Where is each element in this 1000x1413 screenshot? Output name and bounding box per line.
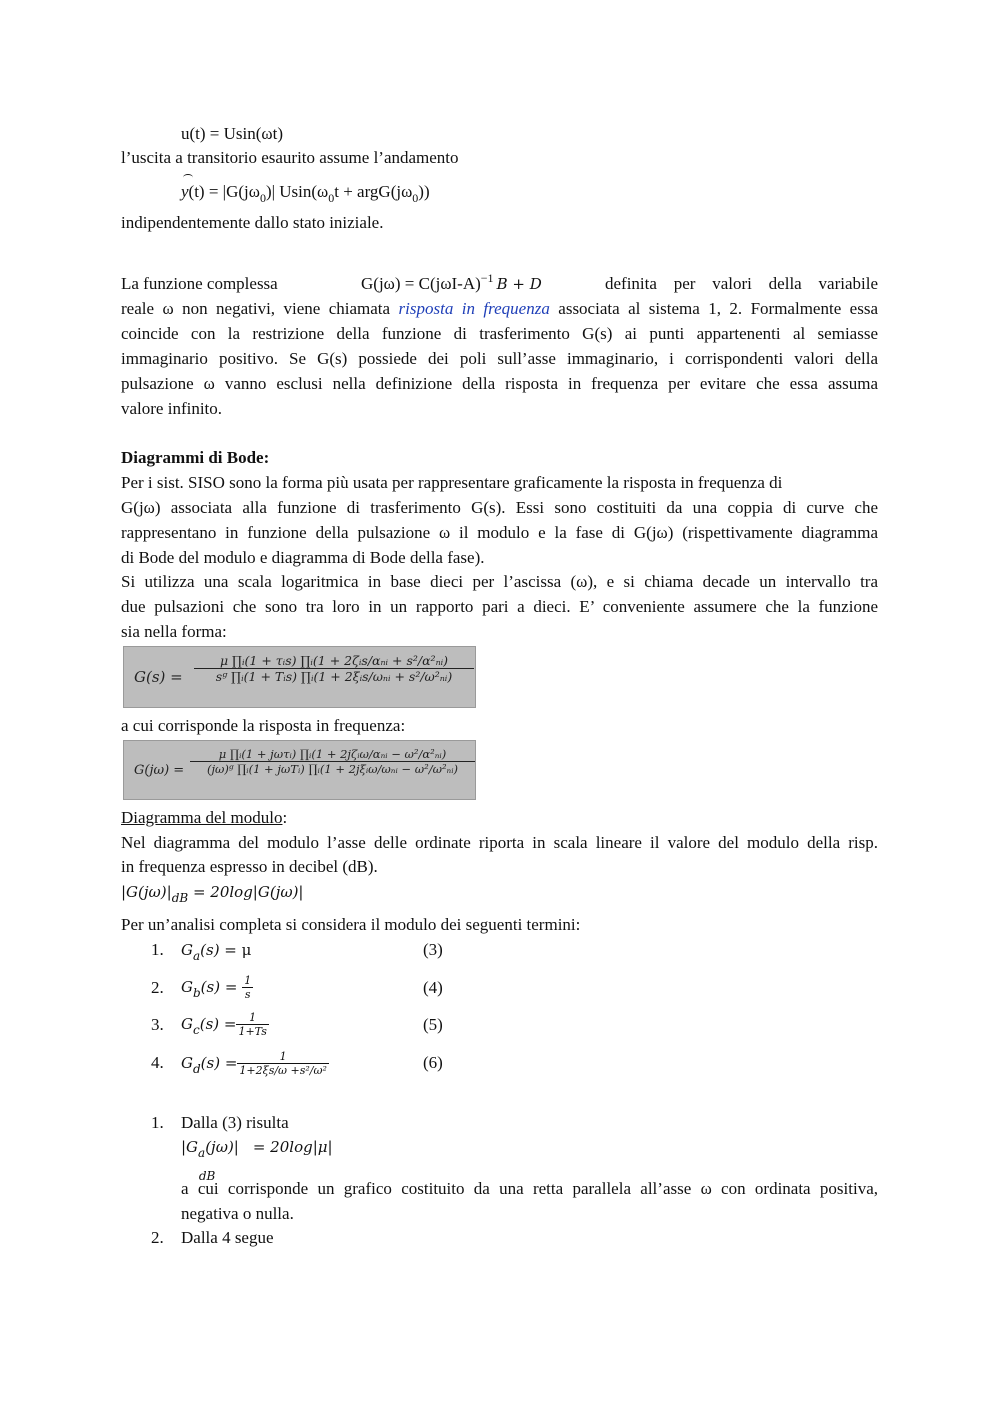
- eq-part: = 20log|μ|: [252, 1138, 333, 1156]
- frac-num: 1: [244, 974, 252, 987]
- risposta-in-frequenza-term: risposta in frequenza: [398, 299, 550, 318]
- eq-sub: 0: [412, 191, 419, 205]
- eq-sub: a: [198, 1146, 206, 1160]
- output-equation: [181, 182, 430, 205]
- term-gd: [181, 1046, 329, 1080]
- frequency-response-intro: a cui corrisponde la risposta in frequenza:: [121, 716, 406, 735]
- tf-fraction: [194, 653, 474, 684]
- equation-number: (6): [423, 1053, 443, 1072]
- bode-p1-line-4: di Bode del modulo e diagramma di Bode della fase).: [121, 548, 485, 567]
- g-sub: b: [192, 986, 201, 1000]
- term-number: 2.: [151, 978, 164, 997]
- fraction: [242, 975, 253, 1001]
- g-val: μ: [241, 941, 252, 959]
- formula-exponent: −1: [480, 271, 494, 285]
- definition-line-4: immaginario positivo. Se G(s) possiede dei poli sull’asse immaginario, i corrispondenti valori della: [121, 349, 878, 368]
- eq-part: (t) = |G(jω: [188, 182, 260, 201]
- frac-den: s: [244, 988, 251, 1001]
- bode-p2-line-2: due pulsazioni che sono tra loro in un rapporto pari a dieci. E’ conveniente assumere che la funzione: [121, 597, 878, 616]
- tf-lhs: G(s) =: [134, 668, 183, 686]
- analysis-item-1-equation: [181, 1137, 333, 1183]
- eq-part: |G: [181, 1138, 199, 1156]
- eq-part: (jω)|: [205, 1138, 239, 1156]
- terms-intro: Per un’analisi completa si considera il modulo dei seguenti termini:: [121, 915, 581, 934]
- frac-den: 1+2ξs/ω +s²/ω²: [239, 1064, 327, 1077]
- bode-heading: Diagrammi di Bode:: [121, 448, 270, 467]
- text: associata al sistema 1, 2. Formalmente essa: [549, 299, 878, 318]
- equation-number: (4): [423, 978, 443, 997]
- frac-num: 1: [236, 1012, 268, 1025]
- modulo-heading-text: Diagramma del modulo: [121, 808, 283, 827]
- definition-line-2: [121, 299, 878, 319]
- fr-lhs: G(jω) =: [134, 762, 185, 778]
- eq-rhs: = 20log|G(jω)|: [188, 883, 304, 901]
- g: G: [181, 978, 193, 996]
- term-number: 1.: [151, 940, 164, 959]
- eq-part: t + argG(jω: [334, 182, 413, 201]
- term-number: 3.: [151, 1015, 164, 1034]
- bode-p2-line-3: sia nella forma:: [121, 622, 227, 641]
- g-arg: (s) =: [200, 1054, 238, 1072]
- db-equation: [121, 882, 304, 905]
- analysis-item-2-text: Dalla 4 segue: [181, 1228, 274, 1247]
- transfer-function-image: [123, 646, 476, 708]
- bode-p2-line-1: Si utilizza una scala logaritmica in base dieci per l’ascissa (ω), e si chiama decade un intervallo tra: [121, 572, 878, 591]
- colon: :: [282, 808, 288, 827]
- tf-denominator: sᵍ ∏ᵢ(1 + Tᵢs) ∏ᵢ(1 + 2ξᵢs/ωₙᵢ + s²/ω²ₙᵢ): [215, 669, 453, 684]
- frac-num: 1: [237, 1051, 328, 1064]
- term-gb: [181, 970, 253, 1004]
- g-arg: (s) =: [200, 941, 242, 959]
- equation-number: (3): [423, 940, 443, 959]
- g: G: [181, 941, 193, 959]
- analysis-item-1-desc-1: a cui corrisponde un grafico costituito da una retta parallela all’asse ω con ordinata positiva,: [181, 1179, 878, 1198]
- analysis-item-1-text: Dalla (3) risulta: [181, 1113, 289, 1132]
- eq-lhs: |G(jω)|: [121, 883, 172, 901]
- fr-numerator: μ ∏ᵢ(1 + jωτᵢ) ∏ᵢ(1 + 2jζᵢω/αₙᵢ − ω²/α²ₙᵢ): [218, 747, 447, 761]
- term-gc: [181, 1007, 269, 1041]
- fraction: [236, 1012, 268, 1038]
- modulo-line-1: Nel diagramma del modulo l’asse delle ordinate riporta in scala lineare il valore del modulo della risp.: [121, 833, 878, 852]
- term-number: 4.: [151, 1053, 164, 1072]
- bode-p1-line-1: Per i sist. SISO sono la forma più usata per rappresentare graficamente la risposta in frequenza di: [121, 473, 783, 492]
- term-ga: [181, 940, 252, 963]
- fr-denominator: (jω)ᵍ ∏ᵢ(1 + jωTᵢ) ∏ᵢ(1 + 2jξᵢω/ωₙᵢ − ω²/ω²ₙᵢ): [206, 762, 459, 776]
- eq-part: )| Usin(ω: [265, 182, 329, 201]
- formula-tail: B + D: [496, 275, 542, 293]
- g-sub: d: [192, 1062, 201, 1076]
- independent-line: indipendentemente dallo stato iniziale.: [121, 213, 384, 232]
- eq-sub: 0: [259, 191, 266, 205]
- eq-sub-db: dB: [198, 1169, 216, 1183]
- output-intro-line: l’uscita a transitorio esaurito assume l’andamento: [121, 148, 459, 167]
- formula-main: G(jω) = C(jωI-A): [361, 274, 481, 293]
- analysis-item-2-number: 2.: [151, 1228, 164, 1247]
- g-sub: c: [192, 1023, 200, 1037]
- complex-function-label: La funzione complessa: [121, 274, 278, 293]
- text: reale ω non negativi, viene chiamata: [121, 299, 399, 318]
- frequency-response-formula: [361, 271, 542, 294]
- g: G: [181, 1054, 193, 1072]
- definition-line-5: pulsazione ω vanno esclusi nella definizione della risposta in frequenza per evitare che essa assuma: [121, 374, 878, 393]
- definition-line-6: valore infinito.: [121, 399, 223, 418]
- g: G: [181, 1015, 193, 1033]
- bode-p1-line-2: G(jω) associata alla funzione di trasferimento G(s). Essi sono costituiti da una coppia di curve che: [121, 498, 878, 517]
- g-sub: a: [192, 949, 201, 963]
- definition-line-3: coincide con la restrizione della funzione di trasferimento G(s) ai punti appartenenti al semiasse: [121, 324, 878, 343]
- eq-sub: dB: [171, 891, 189, 905]
- frequency-response-image: [123, 740, 476, 800]
- eq-part: )): [418, 182, 430, 201]
- fraction: [237, 1051, 328, 1077]
- input-equation: u(t) = Usin(ωt): [181, 124, 283, 143]
- equation-number: (5): [423, 1015, 443, 1034]
- y-hat: y: [181, 182, 189, 201]
- modulo-heading: [121, 808, 287, 828]
- fr-fraction: [190, 747, 475, 776]
- definition-rest: definita per valori della variabile: [605, 274, 878, 293]
- analysis-item-1-desc-2: negativa o nulla.: [181, 1204, 294, 1223]
- frac-den: 1+Ts: [238, 1025, 267, 1038]
- modulo-line-2: in frequenza espresso in decibel (dB).: [121, 857, 378, 876]
- g-arg: (s) =: [200, 978, 243, 996]
- g-arg: (s) =: [199, 1015, 237, 1033]
- bode-p1-line-3: rappresentano in funzione della pulsazione ω il modulo e la fase di G(jω) (rispettivamente diagramma: [121, 523, 878, 542]
- tf-numerator: μ ∏ᵢ(1 + τᵢs) ∏ᵢ(1 + 2ζᵢs/αₙᵢ + s²/α²ₙᵢ): [219, 653, 449, 668]
- eq-sub: 0: [328, 191, 335, 205]
- analysis-item-1-number: 1.: [151, 1113, 164, 1132]
